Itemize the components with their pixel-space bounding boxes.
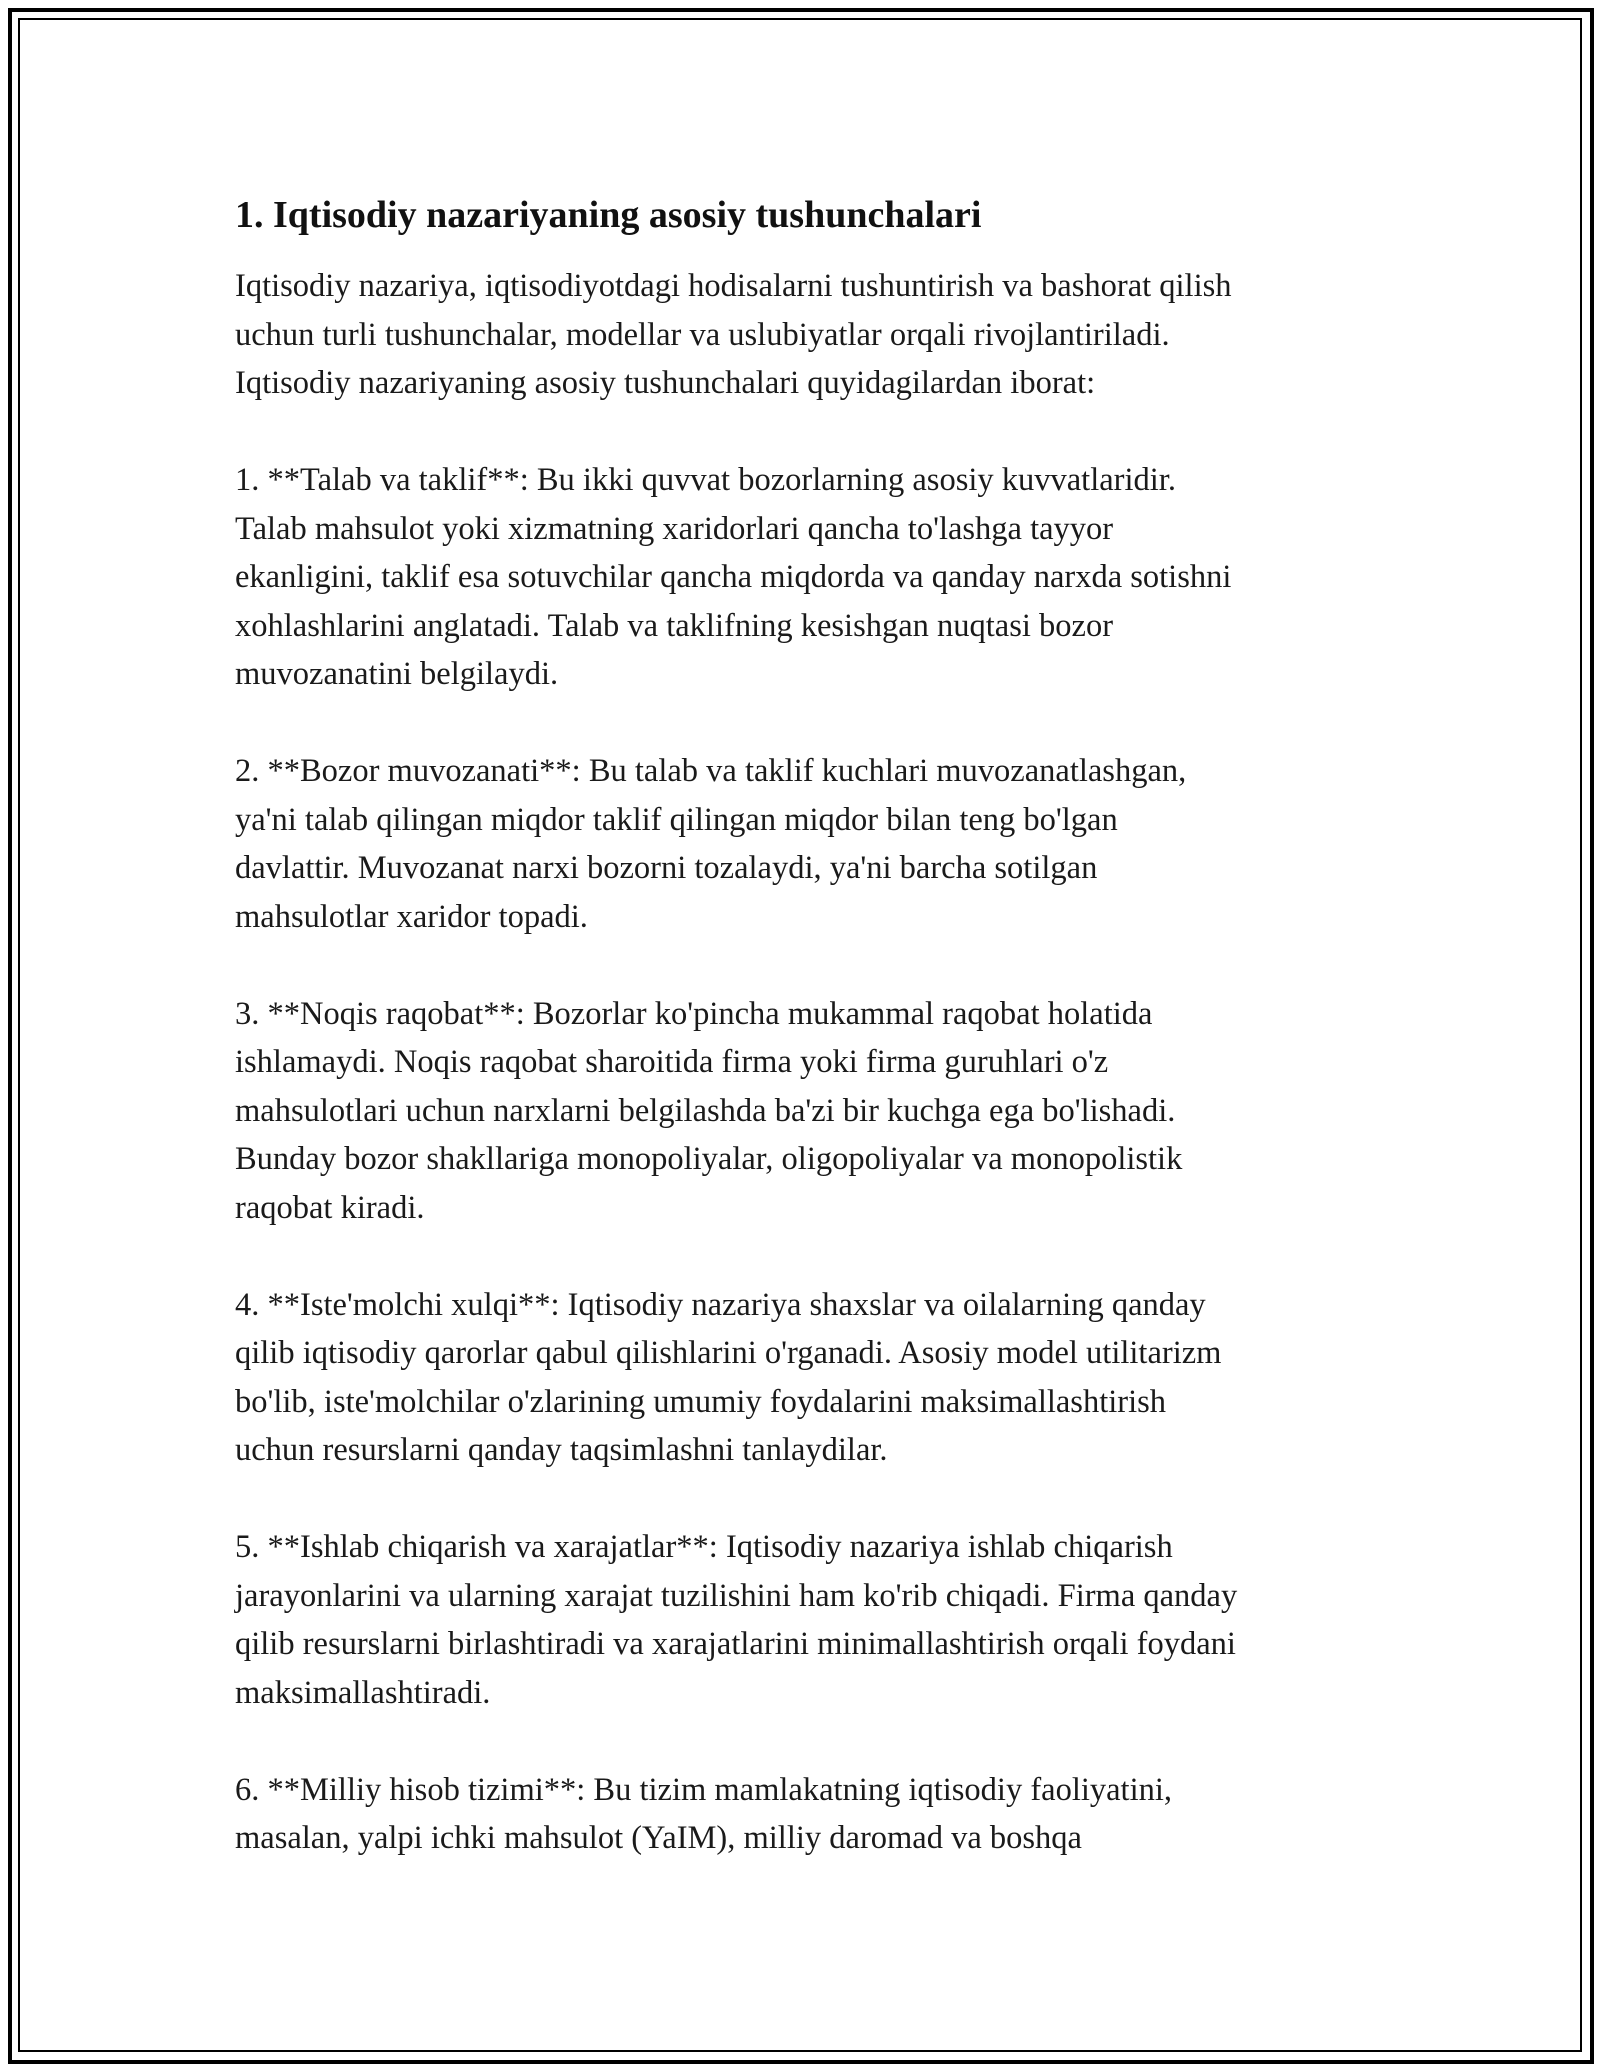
list-item-noqis-raqobat: 3. **Noqis raqobat**: Bozorlar ko'pincha mukammal raqobat holatida ishlamaydi. Noqis raqobat sharoitida firma yoki firma guruhlari o'z mahsulotlari uchun narxlarni belgilashda ba'zi bir kuchga ega bo'lishadi. Bunday bozor shakllariga monopoliyalar, oligopoliyalar va monopolistik raqobat kiradi. — [235, 995, 1183, 1226]
list-item-ishlab-chiqarish: 5. **Ishlab chiqarish va xarajatlar**: Iqtisodiy nazariya ishlab chiqarish jarayonlarini va ularning xarajat tuzilishini ham ko'rib chiqadi. Firma qanday qilib resurslarni birlashtiradi va xarajatlarini minimallashtirish orqali foydani maksimallashtiradi. — [235, 1529, 1238, 1711]
list-item-talab-va-taklif: 1. **Talab va taklif**: Bu ikki quvvat bozorlarning asosiy kuvvatlaridir. Talab mahsulot yoki xizmatning xaridorlari qancha to'lashga tayyor ekanligini, taklif esa sotuvchilar qancha miqdorda va qanday narxda sotishni xohlashlarini anglatadi. Talab va taklifning kesishgan nuqtasi bozor muvozanatini belgilaydi. — [235, 462, 1232, 692]
intro-paragraph: Iqtisodiy nazariya, iqtisodiyotdagi hodisalarni tushuntirish va bashorat qilish uchun turli tushunchalar, modellar va uslubiyatlar orqali rivojlantiriladi. Iqtisodiy nazariyaning asosiy tushunchalari quyidagilardan iborat: — [235, 268, 1232, 401]
document-body — [235, 190, 1365, 1863]
list-item-bozor-muvozanati: 2. **Bozor muvozanati**: Bu talab va taklif kuchlari muvozanatlashgan, ya'ni talab qilingan miqdor taklif qilingan miqdor bilan teng bo'lgan davlattir. Muvozanat narxi bozorni tozalaydi, ya'ni barcha sotilgan mahsulotlar xaridor topadi. — [235, 753, 1187, 935]
document-title: 1. Iqtisodiy nazariyaning asosiy tushunchalari — [235, 194, 982, 236]
list-item-istemolchi-xulqi: 4. **Iste'molchi xulqi**: Iqtisodiy nazariya shaxslar va oilalarning qanday qilib iqtisodiy qarorlar qabul qilishlarini o'rganadi. Asosiy model utilitarizm bo'lib, iste'molchilar o'zlarining umumiy foydalarini maksimallashtirish uchun resurslarni qanday taqsimlashni tanlaydilar. — [235, 1286, 1222, 1468]
list-item-milliy-hisob: 6. **Milliy hisob tizimi**: Bu tizim mamlakatning iqtisodiy faoliyatini, masalan, yalpi ichki mahsulot (YaIM), milliy daromad va boshqa — [235, 1771, 1173, 1856]
